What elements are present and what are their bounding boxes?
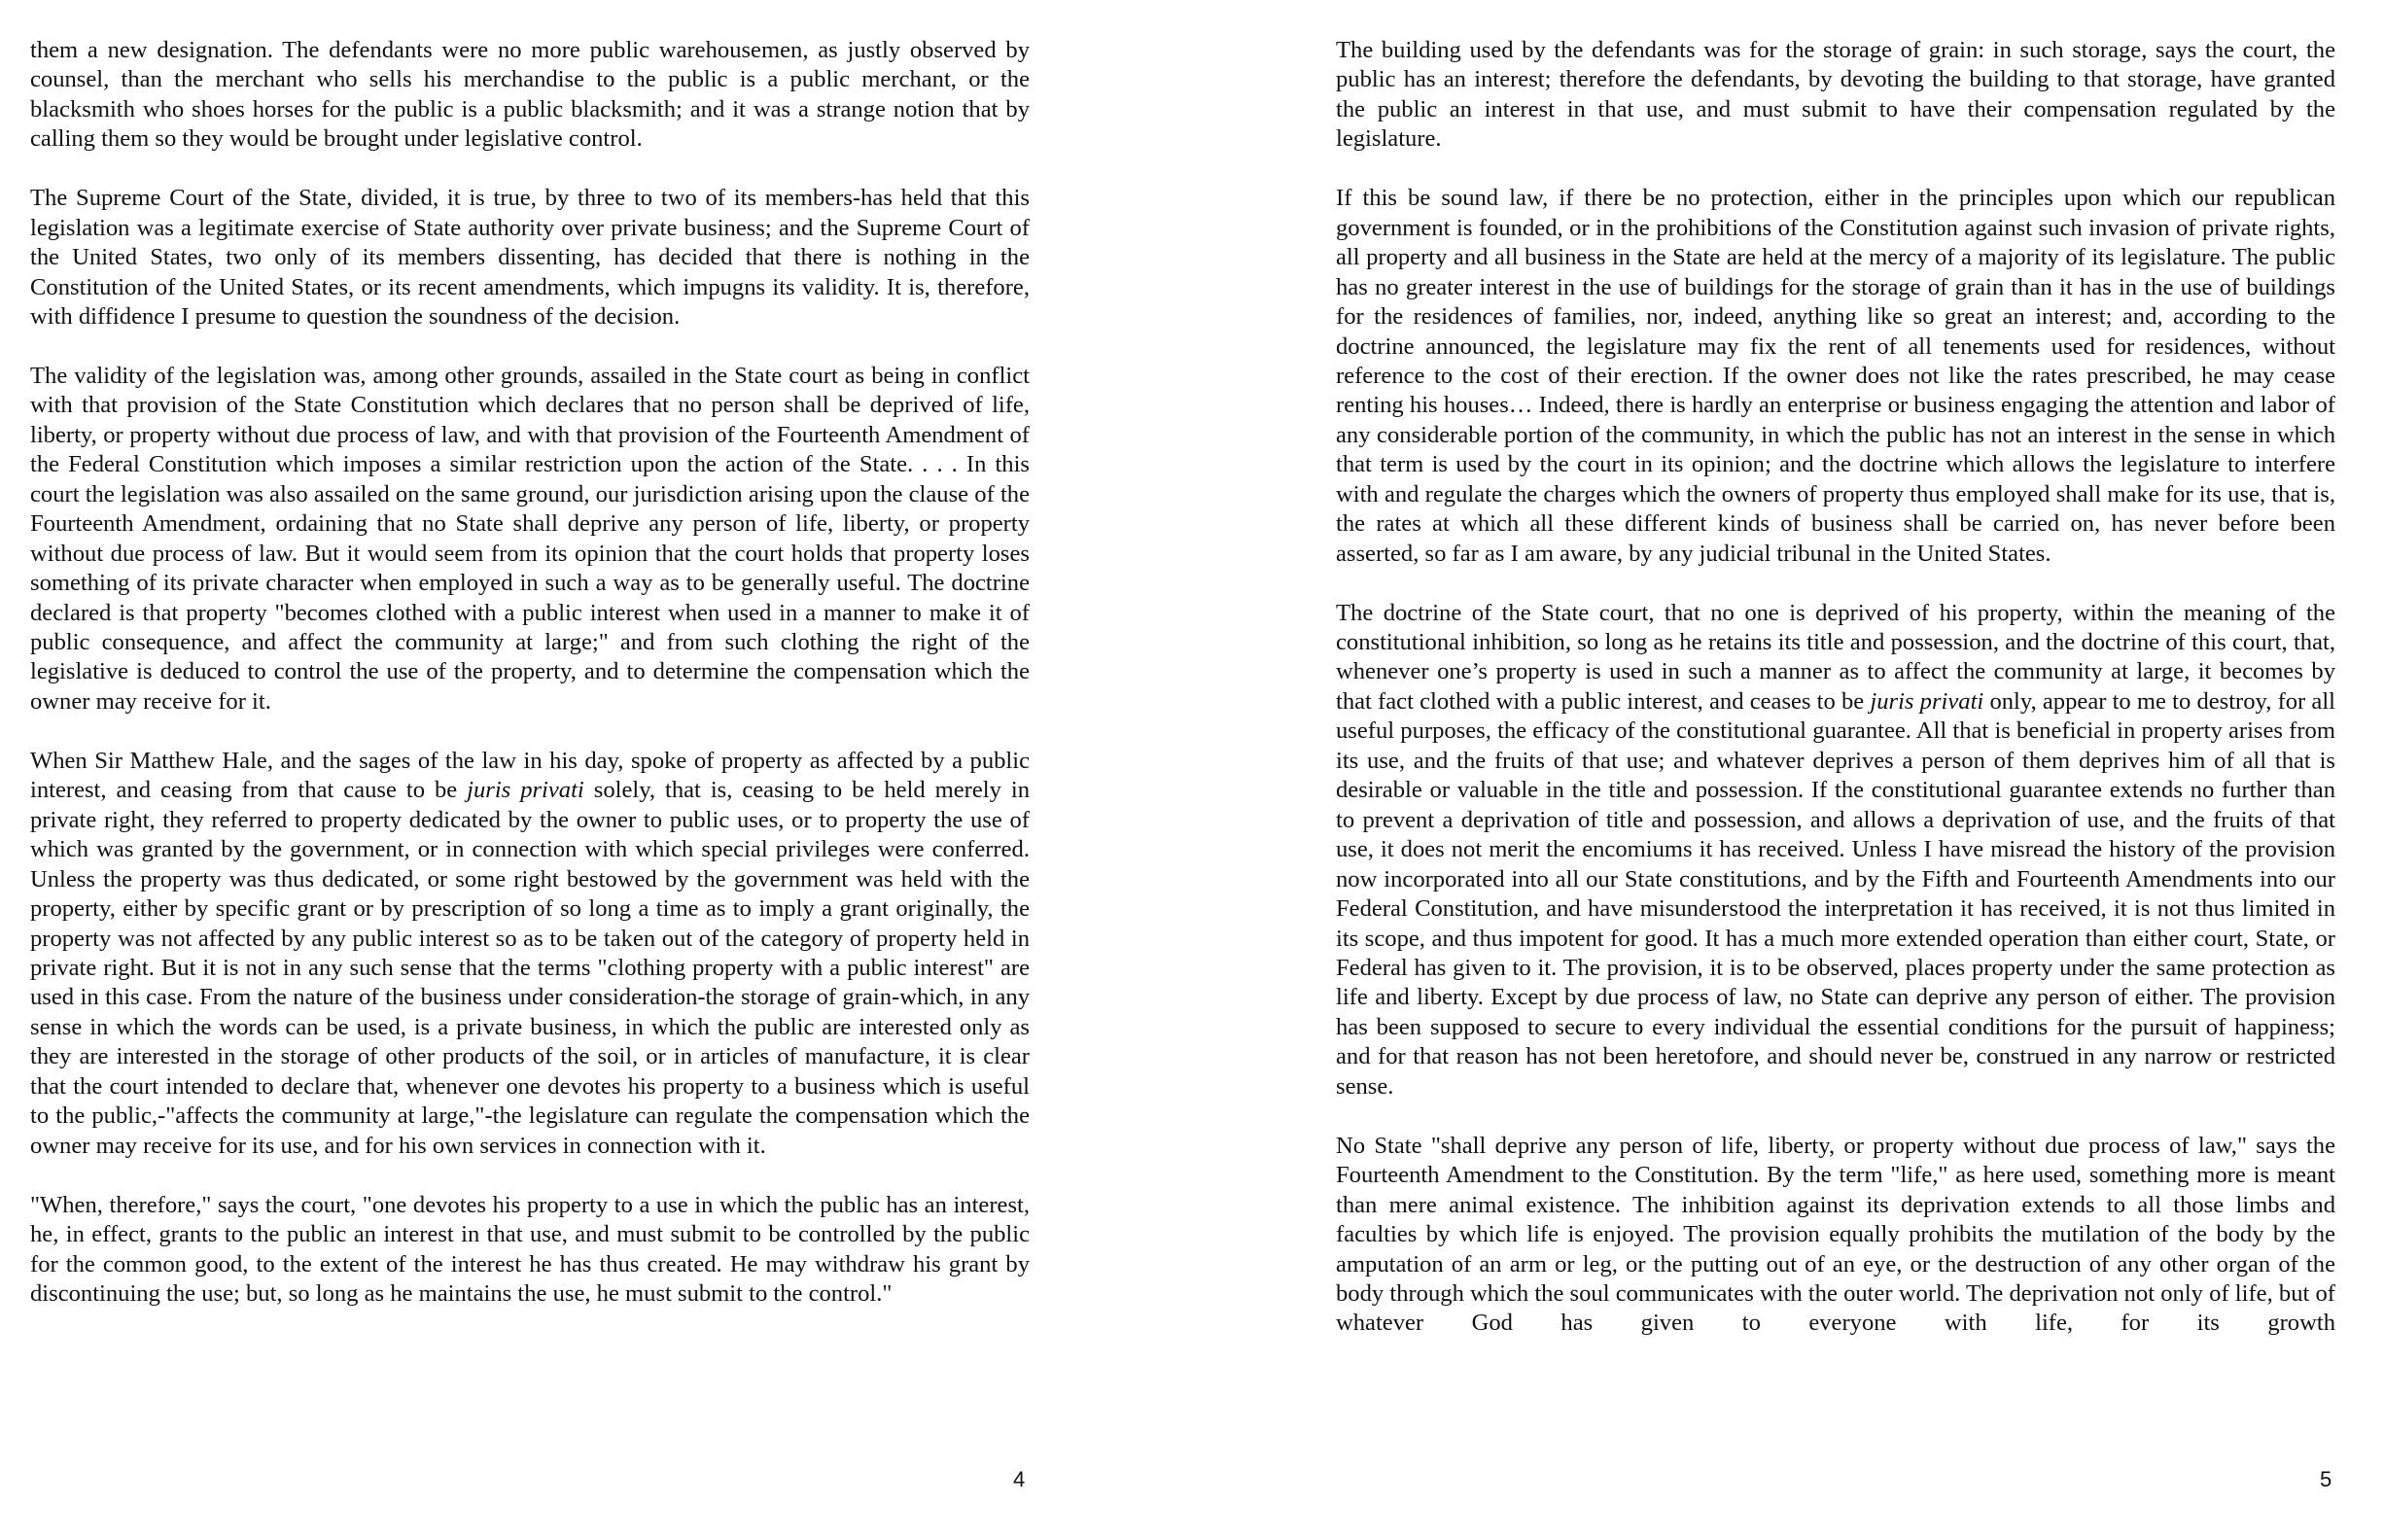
italic-term: juris privati xyxy=(467,777,584,804)
paragraph: them a new designation. The defendants were no more public warehousemen, as justly observed by counsel, than the merchant who sells his merchandise to the public is a public merchant, or the blacksmith who shoes horses for the public is a public blacksmith; and it was a strange notion that by calling them so they would be brought under legislative control. xyxy=(30,37,1030,153)
paragraph-text: The doctrine of the State court, that no one is deprived of his property, within the meaning of the constitutional inhibition, so long as he retains its title and possession, and the doctrine of this court, that, whenever one’s property is used in such a manner as to affect the community at large, it becomes by that fact clothed with a public interest, and ceases to be xyxy=(1336,599,2335,715)
left-page-text-column xyxy=(30,36,1030,1309)
paragraph: The Supreme Court of the State, divided, it is true, by three to two of its members-has held that this legislation was a legitimate exercise of State authority over private business; and the Supreme Court of the United States, two only of its members dissenting, has decided that there is nothing in the Constitution of the United States, or its recent amendments, which impugns its validity. It is, therefore, with diffidence I presume to question the soundness of the decision. xyxy=(30,185,1030,331)
page-number: 4 xyxy=(1013,1467,1026,1491)
paragraph: No State "shall deprive any person of life, liberty, or property without due process of law," says the Fourteenth Amendment to the Constitution. By the term "life," as here used, something more is meant than mere animal existence. The inhibition against its deprivation extends to all those limbs and faculties by which life is enjoyed. The provision equally prohibits the mutilation of the body by the amputation of an arm or leg, or the putting out of an eye, or the destruction of any other organ of the body through which the soul communicates with the outer world. The deprivation not only of life, but of whatever God has given to everyone with life, for its growth xyxy=(1336,1132,2335,1337)
paragraph: "When, therefore," says the court, "one devotes his property to a use in which the public has an interest, he, in effect, grants to the public an interest in that use, and must submit to be controlled by the public for the common good, to the extent of the interest he has thus created. He may withdraw his grant by discontinuing the use; but, so long as he maintains the use, he must submit to the control." xyxy=(30,1191,1030,1307)
right-page-text-column xyxy=(1336,36,2335,1339)
paragraph-text: only, appear to me to destroy, for all useful purposes, the efficacy of the constitutional guarantee. All that is beneficial in property arises from its use, and the fruits of that use; and whatever deprives a person of them deprives him of all that is desirable or valuable in the title and possession. If the constitutional guarantee extends no further than to prevent a deprivation of title and possession, and allows a deprivation of use, and the fruits of that use, it does not merit the encomiums it has received. Unless I have misread the history of the provision now incorporated into all our State constitutions, and by the Fifth and Fourteenth Amendments into our Federal Constitution, and have misunderstood the interpretation it has received, it is not thus limited in its scope, and thus impotent for good. It has a much more extended operation than either court, State, or Federal has given to it. The provision, it is to be observed, places property under the same protection as life and liberty. Except by due process of law, no State can deprive any person of either. The provision has been supposed to secure to every individual the essential conditions for the pursuit of happiness; and for that reason has not been heretofore, and should never be, construed in any narrow or restricted sense. xyxy=(1336,687,2336,1100)
paragraph-text: solely, that is, ceasing to be held merely in private right, they referred to property dedicated by the owner to public uses, or to property the use of which was granted by the government, or in connection with which special privileges were conferred. Unless the property was thus dedicated, or some right bestowed by the government was held with the property, either by specific grant or by prescription of so long a time as to imply a grant originally, the property was not affected by any public interest so as to be taken out of the category of property held in private right. But it is not in any such sense that the terms "clothing property with a public interest" are used in this case. From the nature of the business under consideration-the storage of grain-which, in any sense in which the words can be used, is a private business, in which the public are interested only as they are interested in the storage of other products of the soil, or in articles of manufacture, it is clear that the court intended to declare that, whenever one devotes his property to a business which is useful to the public,-"affects the community at large,"-the legislature can regulate the compensation which the owner may receive for its use, and for his own services in connection with it. xyxy=(30,777,1030,1159)
right-page xyxy=(1192,0,2384,1540)
paragraph: If this be sound law, if there be no protection, either in the principles upon which our republican government is founded, or in the prohibitions of the Constitution against such invasion of private rights, all property and all business in the State are held at the mercy of a majority of its legislature. The public has no greater interest in the use of buildings for the storage of grain than it has in the use of buildings for the residences of families, nor, indeed, anything like so great an interest; and, according to the doctrine announced, the legislature may fix the rent of all tenements used for residences, without reference to the cost of their erection. If the owner does not like the rates prescribed, he may cease renting his houses… Indeed, there is hardly an enterprise or business engaging the attention and labor of any considerable portion of the community, in which the public has not an interest in the sense in which that term is used by the court in its opinion; and the doctrine which allows the legislature to interfere with and regulate the charges which the owners of property thus employed shall make for its use, that is, the rates at which all these different kinds of business shall be carried on, has never before been asserted, so far as I am aware, by any judicial tribunal in the United States. xyxy=(1336,185,2335,567)
paragraph: The building used by the defendants was for the storage of grain: in such storage, says the court, the public has an interest; therefore the defendants, by devoting the building to that storage, have granted the public an interest in that use, and must submit to have their compensation regulated by the legislature. xyxy=(1336,37,2335,153)
italic-term: juris privati xyxy=(1870,687,1984,715)
page-number: 5 xyxy=(2320,1467,2332,1491)
paragraph-text: When Sir Matthew Hale, and the sages of the law in his day, spoke of property as affected by a public interest, and ceasing from that cause to be xyxy=(30,747,1030,804)
paragraph: The validity of the legislation was, among other grounds, assailed in the State court as being in conflict with that provision of the State Constitution which declares that no person shall be deprived of life, liberty, or property without due process of law, and with that provision of the Fourteenth Amendment of the Federal Constitution which imposes a similar restriction upon the action of the State. . . . In this court the legislation was also assailed on the same ground, our jurisdiction arising upon the clause of the Fourteenth Amendment, ordaining that no State shall deprive any person of life, liberty, or property without due process of law. But it would seem from its opinion that the court holds that property loses something of its private character when employed in such a way as to be generally useful. The doctrine declared is that property "becomes clothed with a public interest when used in a manner to make it of public consequence, and affect the community at large;" and from such clothing the right of the legislative is deduced to control the use of the property, and to determine the compensation which the owner may receive for it. xyxy=(30,362,1030,715)
paragraph xyxy=(30,747,1030,1161)
paragraph xyxy=(1336,599,2335,1102)
